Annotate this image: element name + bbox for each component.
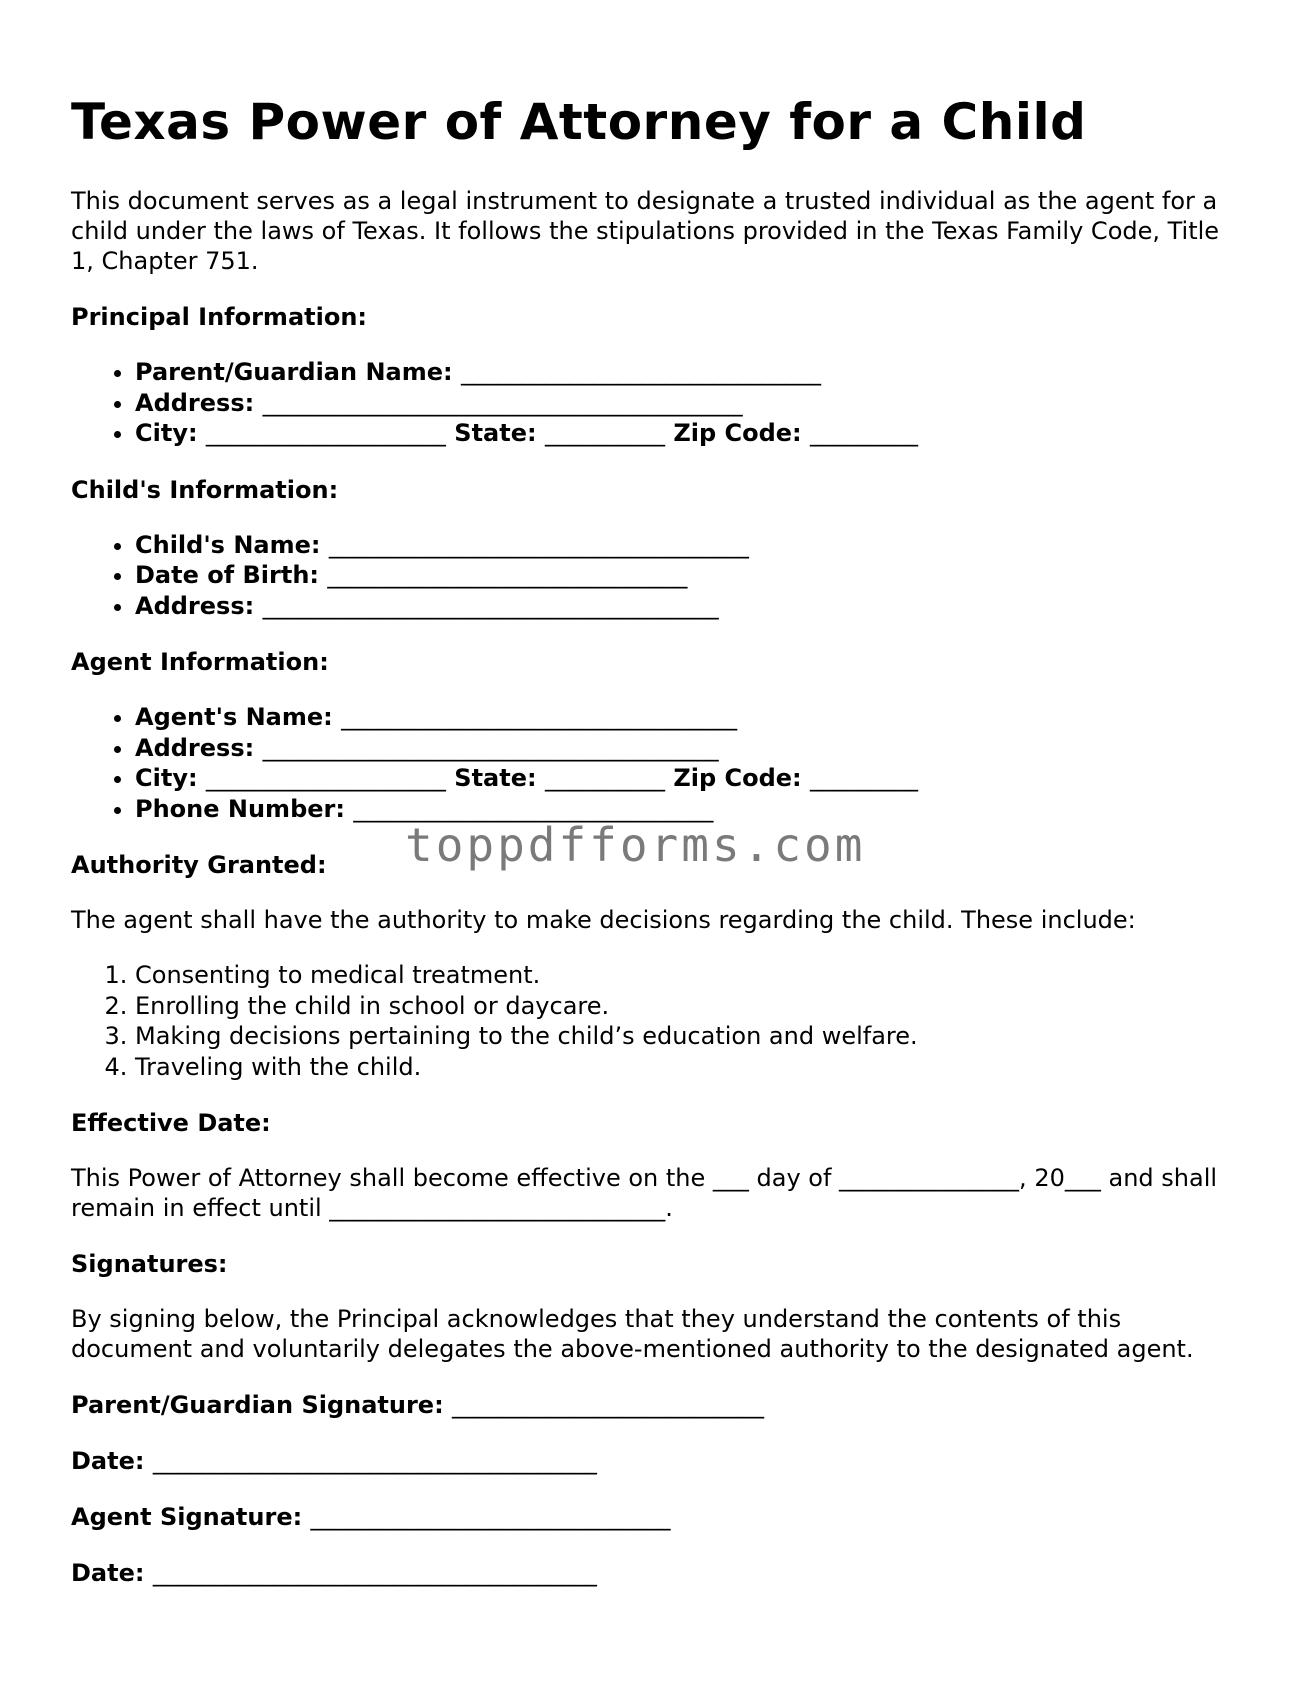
agent-phone-field[interactable]: ______________________________ [353,794,714,823]
list-item: • Child's Name: ___________________________________ [135,530,1241,561]
principal-zip-field[interactable]: _________ [810,419,918,447]
child-address-field[interactable]: ______________________________________ [262,591,719,620]
list-item: • Phone Number: ______________________________ [135,794,1241,825]
date-line: Date: _____________________________________ [71,1559,597,1587]
agent-city-field[interactable]: ____________________ [205,764,446,792]
list-item: 3. Making decisions pertaining to the child’s education and welfare. [135,1021,1241,1052]
effective-heading: Effective Date: [71,1109,271,1137]
list-item: • City: ____________________ State: __________ Zip Code: _________ [135,418,1241,449]
principal-address-field[interactable]: ________________________________________ [262,388,743,417]
agent-signature-line: Agent Signature: ______________________________ [71,1503,671,1531]
agent-heading: Agent Information: [71,648,329,676]
agent-signature-field[interactable]: ______________________________ [310,1503,671,1531]
list-item: 2. Enrolling the child in school or daycare. [135,991,1241,1022]
child-name-field[interactable]: ___________________________________ [328,530,749,559]
principal-heading: Principal Information: [71,303,368,331]
authority-heading: Authority Granted: [71,851,327,879]
child-list [71,530,1241,622]
agent-date-field[interactable]: _____________________________________ [152,1559,597,1587]
agent-zip-field[interactable]: _________ [810,764,918,792]
authority-list [71,960,1241,1082]
parent-date-field[interactable]: _____________________________________ [152,1447,597,1475]
agent-name-field[interactable]: _________________________________ [341,703,738,731]
authority-intro: The agent shall have the authority to make decisions regarding the child. These include: [71,906,1136,934]
child-dob-field[interactable]: ______________________________ [327,561,688,589]
agent-state-field[interactable]: __________ [544,764,665,792]
watermark: toppdfforms.com [405,818,866,872]
date-line: Date: _____________________________________ [71,1447,597,1475]
list-item: • Address: ________________________________________ [135,388,1241,419]
list-item: • Address: ______________________________________ [135,591,1241,622]
parent-name-field[interactable]: ______________________________ [460,358,821,386]
agent-address-field[interactable]: ______________________________________ [262,733,719,762]
page-title: Texas Power of Attorney for a Child [71,93,1087,151]
list-item: • Agent's Name: _________________________________ [135,702,1241,733]
list-item: • Address: ______________________________________ [135,733,1241,764]
parent-signature-field[interactable]: __________________________ [452,1391,765,1419]
list-item: • City: ____________________ State: __________ Zip Code: _________ [135,763,1241,794]
child-heading: Child's Information: [71,475,339,504]
list-item: 4. Traveling with the child. [135,1052,1241,1083]
agent-list [71,702,1241,824]
list-item: • Parent/Guardian Name: ______________________________ [135,357,1241,388]
principal-list [71,357,1241,449]
intro-paragraph: This document serves as a legal instrument to designate a trusted individual as the agent for a child under the laws of Texas. It follows the stipulations provided in the Texas Family Code, Title 1, Chapter 751. [71,187,1220,275]
effective-paragraph: This Power of Attorney shall become effective on the ___ day of _______________, 20___ and shall remain in effect until ____________________________. [71,1164,1218,1222]
parent-signature-line: Parent/Guardian Signature: __________________________ [71,1391,765,1419]
signatures-paragraph: By signing below, the Principal acknowledges that they understand the contents of this document and voluntarily delegates the above-mentioned authority to the designated agent. [71,1305,1194,1363]
list-item: 1. Consenting to medical treatment. [135,960,1241,991]
principal-city-field[interactable]: ____________________ [205,419,446,447]
signatures-heading: Signatures: [71,1250,228,1278]
list-item: • Date of Birth: ______________________________ [135,560,1241,591]
principal-state-field[interactable]: __________ [544,419,665,447]
